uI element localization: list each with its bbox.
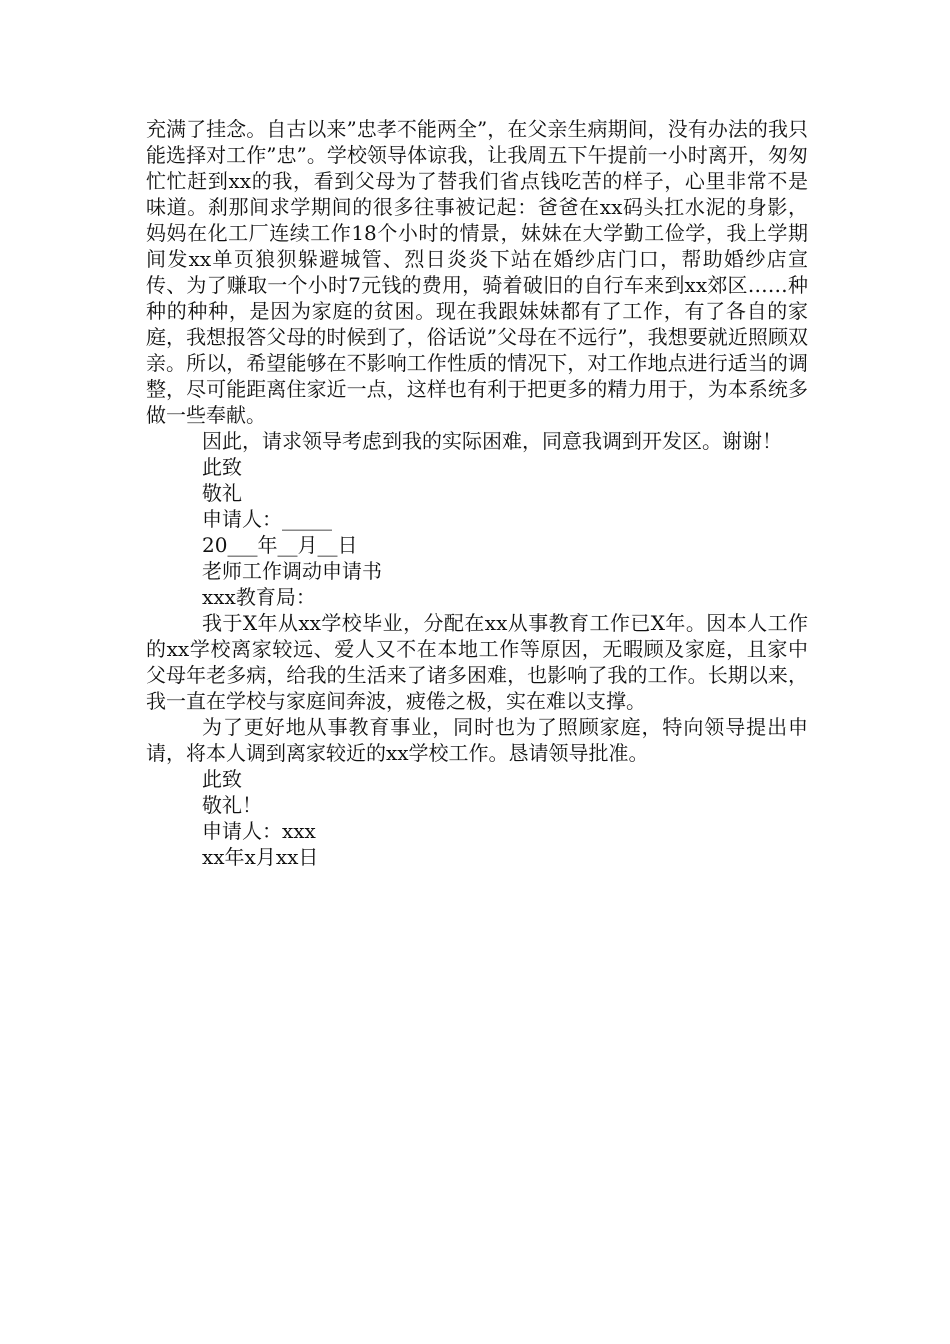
body-paragraph: 我于X年从xx学校毕业，分配在xx从事教育工作已X年。因本人工作的xx学校离家较远、爱人又不在本地工作等原因，无暇顾及家庭，且家中父母年老多病，给我的生活来了诸多困难，也影响了我的工作。长期以来，我一直在学校与家庭间奔波，疲倦之极，实在难以支撑。 <box>146 611 808 713</box>
addressee-line: xxx教育局： <box>202 585 316 609</box>
body-paragraph: 充满了挂念。自古以来”忠孝不能两全”，在父亲生病期间，没有办法的我只能选择对工作”忠”。学校领导体谅我，让我周五下午提前一小时离开，匆匆忙忙赶到xx的我，看到父母为了替我们省点钱吃苦的样子，心里非常不是味道。刹那间求学期间的很多往事被记起：爸爸在xx码头扛水泥的身影，妈妈在化工厂连续工作18个小时的情景，妹妹在大学勤工俭学，我上学期间发xx单页狼狈躲避城管、烈日炎炎下站在婚纱店门口，帮助婚纱店宣传、为了赚取一个小时7元钱的费用，骑着破旧的自行车来到xx郊区……种种的种种，是因为家庭的贫困。现在我跟妹妹都有了工作，有了各自的家庭，我想报答父母的时候到了，俗话说”父母在不远行”，我想要就近照顾双亲。所以，希望能够在不影响工作性质的情况下，对工作地点进行适当的调整，尽可能距离住家近一点，这样也有利于把更多的精力用于，为本系统多做一些奉献。 <box>146 117 808 427</box>
letter-title: 老师工作调动申请书 <box>202 559 382 583</box>
date-line: 20___年__月__日 <box>202 533 358 557</box>
applicant-line: 申请人：_____ <box>202 507 332 531</box>
closing-line: 此致 <box>202 767 242 791</box>
applicant-line: 申请人：xxx <box>202 819 316 843</box>
request-paragraph: 为了更好地从事教育事业，同时也为了照顾家庭，特向领导提出申请，将本人调到离家较近的xx学校工作。恳请领导批准。 <box>146 715 808 765</box>
closing-line: 此致 <box>202 455 242 479</box>
salutation-line: 敬礼！ <box>202 793 262 817</box>
request-paragraph: 因此，请求领导考虑到我的实际困难，同意我调到开发区。谢谢！ <box>202 429 782 453</box>
salutation-line: 敬礼 <box>202 481 242 505</box>
date-line: xx年x月xx日 <box>202 845 319 869</box>
document-page <box>146 116 808 870</box>
